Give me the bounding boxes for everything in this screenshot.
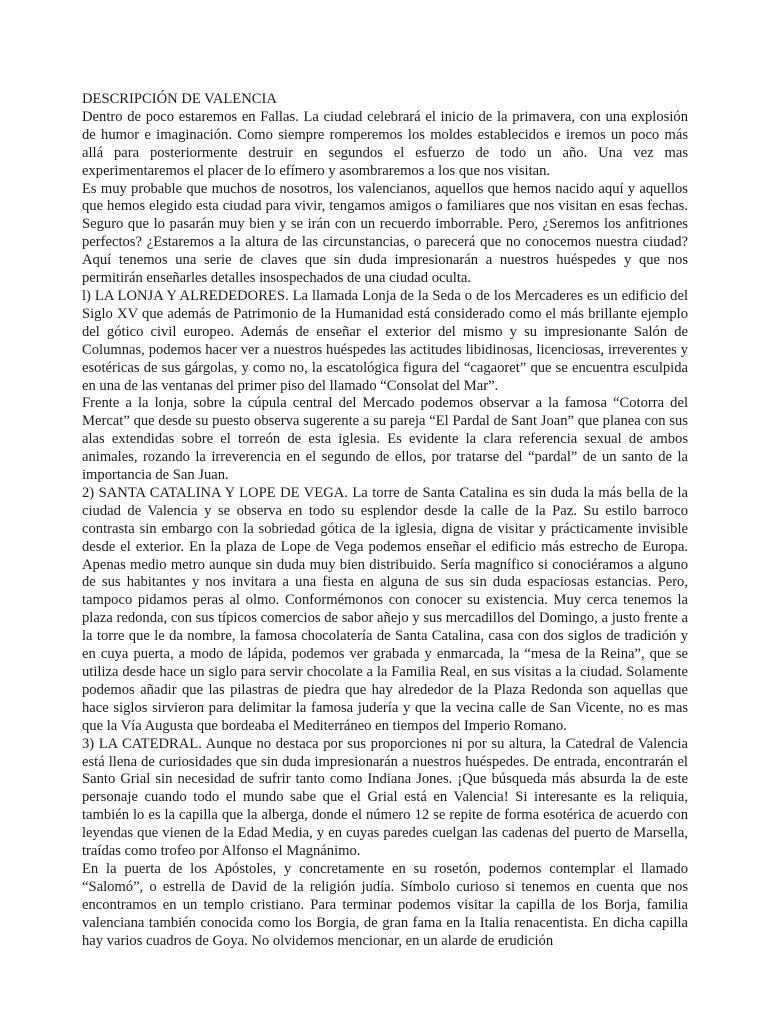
paragraph-catedral: 3) LA CATEDRAL. Aunque no destaca por sus proporciones ni por su altura, la Catedral de Valencia está llena de curiosidades que sin duda impresionarán a nuestros huéspedes. De entrada, encontrarán el Santo Grial sin necesidad de sufrir tanto como Indiana Jones. ¡Que búsqueda más absurda la de este personaje cuando todo el mundo sabe que el Grial está en Valencia! Si interesante es la reliquia, también lo es la capilla que la alberga, donde el número 12 se repite de forma esotérica de acuerdo con leyendas que vienen de la Edad Media, y en cuyas paredes cuelgan las cadenas del puerto de Marsella, traídas como trofeo por Alfonso el Magnánimo. [82,735,688,860]
document-page [82,91,688,951]
paragraph-mercado: Frente a la lonja, sobre la cúpula central del Mercado podemos observar a la famosa “Cotorra del Mercat” que desde su puesto observa sugerente a su pareja “El Pardal de Sant Joan” que planea con sus alas extendidas sobre el torreón de esta iglesia. Es evidente la clara referencia sexual de ambos animales, rozando la irreverencia en el segundo de ellos, por tratarse del “pardal” de un santo de la importancia de San Juan. [82,395,688,484]
paragraph-puerta-apostoles: En la puerta de los Apóstoles, y concretamente en su rosetón, podemos contemplar el llamado “Salomó”, o estrella de David de la religión judía. Símbolo curioso si tenemos en cuenta que nos encontramos en un templo cristiano. Para terminar podemos visitar la capilla de los Borja, familia valenciana también conocida como los Borgia, de gran fama en la Italia renacentista. En dicha capilla hay varios cuadros de Goya. No olvidemos mencionar, en un alarde de erudición [82,860,688,949]
paragraph-lonja: l) LA LONJA Y ALREDEDORES. La llamada Lonja de la Seda o de los Mercaderes es un edificio del Siglo XV que además de Patrimonio de la Humanidad está considerado como el más brillante ejemplo del gótico civil europeo. Además de enseñar el exterior del mismo y su impresionante Salón de Columnas, podemos hacer ver a nuestros huéspedes las actitudes libidinosas, licenciosas, irreverentes y esotéricas de sus gárgolas, y como no, la escatológica figura del “cagaoret” que se encuentra esculpida en una de las ventanas del primer piso del llamado “Consolat del Mar”. [82,287,688,394]
paragraph-santa-catalina: 2) SANTA CATALINA Y LOPE DE VEGA. La torre de Santa Catalina es sin duda la más bella de la ciudad de Valencia y se observa en todo su esplendor desde la calle de la Paz. Su estilo barroco contrasta sin embargo con la sobriedad gótica de la iglesia, digna de visitar y prácticamente invisible desde el exterior. En la plaza de Lope de Vega podemos enseñar el edificio más estrecho de Europa. Apenas medio metro aunque sin duda muy bien distribuido. Sería magnífico si conociéramos a alguno de sus habitantes y nos invitara a una fiesta en alguna de sus sin duda espaciosas estancias. Pero, tampoco pidamos peras al olmo. Conformémonos con conocer su existencia. Muy cerca tenemos la plaza redonda, con sus típicos comercios de sabor añejo y sus mercadillos del Domingo, a justo frente a la torre que le da nombre, la famosa chocolatería de Santa Catalina, casa con dos siglos de tradición y en cuya puerta, a modo de lápida, podemos ver grabada y enmarcada, la “mesa de la Reina”, que se utiliza desde hace un siglo para servir chocolate a la Familia Real, en sus visitas a la ciudad. Solamente podemos añadir que las pilastras de piedra que hay alrededor de la Plaza Redonda son aquellas que hace siglos sirvieron para delimitar la famosa judería y que la vecina calle de San Vicente, no es mas que la Vía Augusta que bordeaba el Mediterráneo en tiempos del Imperio Romano. [82,484,688,734]
paragraph-fallas-intro: Dentro de poco estaremos en Fallas. La ciudad celebrará el inicio de la primavera, con una explosión de humor e imaginación. Como siempre romperemos los moldes establecidos e iremos un poco más allá para posteriormente destruir en segundos el esfuerzo de todo un año. Una vez mas experimentaremos el placer de lo efímero y asombraremos a los que nos visitan. [82,108,688,179]
paragraph-anfitriones: Es muy probable que muchos de nosotros, los valencianos, aquellos que hemos nacido aquí y aquellos que hemos elegido esta ciudad para vivir, tengamos amigos o familiares que nos visitan en esas fechas. Seguro que lo pasarán muy bien y se irán con un recuerdo imborrable. Pero, ¿Seremos los anfitriones perfectos? ¿Estaremos a la altura de las circunstancias, o parecerá que no conocemos nuestra ciudad? Aquí tenemos una serie de claves que sin duda impresionarán a nuestros huéspedes y que nos permitirán enseñarles detalles insospechados de una ciudad oculta. [82,180,688,287]
document-title: DESCRIPCIÓN DE VALENCIA [82,91,277,107]
